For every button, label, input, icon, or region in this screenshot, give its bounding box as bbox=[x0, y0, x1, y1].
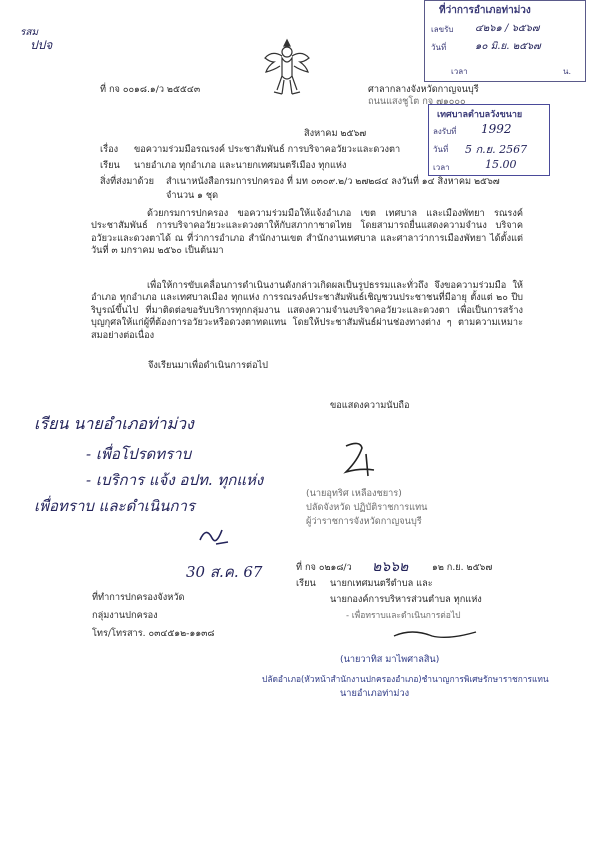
forward-doc-number-handwritten: ๒๖๖๒ bbox=[372, 559, 409, 575]
handwritten-note-2: - เพื่อโปรดทราบ bbox=[86, 445, 192, 463]
document-date: สิงหาคม ๒๕๖๗ bbox=[304, 128, 367, 139]
municipal-stamp-date-label: วันที่ bbox=[433, 145, 449, 154]
stamp-time-label: เวลา bbox=[451, 67, 468, 76]
forward-date: ๑๒ ก.ย. ๒๕๖๗ bbox=[432, 562, 493, 573]
signature-1 bbox=[340, 440, 380, 482]
municipal-stamp-title: เทศบาลตำบลวังขนาย bbox=[437, 110, 523, 120]
municipal-stamp-time: 15.00 bbox=[485, 158, 517, 171]
subject: ขอความร่วมมือรณรงค์ ประชาสัมพันธ์ การบริจาคอวัยวะและดวงตา bbox=[134, 144, 401, 155]
handwritten-note-4: เพื่อทราบ และดำเนินการ bbox=[34, 497, 195, 515]
handwritten-date: 30 ส.ค. 67 bbox=[186, 563, 263, 581]
document-number: ที่ กจ ๐๐๑๘.๑/ว ๒๕๕๔๓ bbox=[100, 84, 201, 95]
attachment-label: สิ่งที่ส่งมาด้วย bbox=[100, 176, 154, 187]
subject-label: เรื่อง bbox=[100, 144, 119, 155]
paragraph-1: ด้วยกรมการปกครอง ขอความร่วมมือให้แจ้งอำเภอ เขต เทศบาล และเมืองพัทยา รณรงค์ประชาสัมพันธ์ การบริจาคอวัยวะและดวงตาให้กับสภากาชาดไทย โดยสามารถยื่นแสดงความจำนง บริจาคอวัยวะและดวงตาได้ ณ ที่ว่าการอำเภอ สำนักงานเขต สำนักงานเทศบาล และศาลาว่าการเมืองพัทยา ได้ตั้งแต่วันที่ ๓ มกราคม ๒๕๖๐ เป็นต้นมา bbox=[91, 208, 523, 257]
municipal-stamp-time-label: เวลา bbox=[433, 163, 450, 172]
signer2-position1: ปลัดอำเภอ(หัวหน้าสำนักงานปกครองอำเภอ)ชำนาญการพิเศษรักษาราชการแทน bbox=[262, 674, 549, 684]
signer1-position1: ปลัดจังหวัด ปฏิบัติราชการแทน bbox=[306, 502, 428, 513]
handwritten-note-1: เรียน นายอำเภอท่าม่วง bbox=[34, 414, 194, 433]
forward-purpose: - เพื่อทราบและดำเนินการต่อไป bbox=[346, 611, 461, 621]
municipal-stamp-date: 5 ก.ย. 2567 bbox=[465, 143, 528, 156]
sender-address-line2: ถนนแสงชูโต กจ ๗๑๐๐๐ bbox=[368, 96, 466, 107]
corner-note bbox=[20, 26, 52, 52]
garuda-emblem-icon bbox=[262, 36, 312, 98]
stamp-receive-label: เลขรับ bbox=[431, 25, 454, 34]
municipal-stamp-receive-no: 1992 bbox=[481, 122, 512, 136]
stamp-time: น. bbox=[563, 67, 572, 76]
signer1-position2: ผู้ว่าราชการจังหวัดกาญจนบุรี bbox=[306, 516, 422, 527]
stamp-date: ๑๐ มิ.ย. ๒๕๖๗ bbox=[475, 41, 541, 52]
signature-2 bbox=[392, 624, 478, 644]
issuing-unit-line3: โทร/โทรสาร. ๐๓๔๕๑๒-๑๑๓๘ bbox=[92, 628, 215, 639]
handwritten-note-3: - เบริการ แจ้ง อปท. ทุกแห่ง bbox=[86, 471, 264, 489]
to-label: เรียน bbox=[100, 160, 120, 171]
forward-to-line1: นายกเทศมนตรีตำบล และ bbox=[330, 578, 433, 589]
signer1-name: (นายอุทริศ เหลืองชยาร) bbox=[306, 488, 402, 499]
sender-address-line1: ศาลากลางจังหวัดกาญจนบุรี bbox=[368, 84, 479, 95]
signer2-name: (นายวาทิส มาไพศาลสิน) bbox=[340, 654, 440, 665]
municipal-stamp-receive-label: ลงรับที่ bbox=[433, 127, 457, 136]
paragraph-2: เพื่อให้การขับเคลื่อนการดำเนินงานดังกล่าวเกิดผลเป็นรูปธรรมและทั่วถึง จึงขอความร่วมมือ ให้อำเภอ ทุกอำเภอ และเทศบาลเมือง ทุกแห่ง การรณรงค์ประชาสัมพันธ์เชิญชวนประชาชนที่มีอายุ ตั้งแต่ ๒๐ ปีบริบูรณ์ขึ้นไป ที่มาติดต่อขอรับบริการทุกกลุ่มงาน แสดงความจำนงบริจาคอวัยวะและดวงตา เพื่อเป็นการสร้างบุญกุศลให้แก่ผู้ที่ต้องการอวัยวะหรือดวงตาทดแทน โดยให้ประชาสัมพันธ์ผ่านช่องทางต่าง ๆ ตามความเหมาะสมอย่างต่อเนื่อง bbox=[91, 280, 523, 341]
corner-note-line2: ปปจ bbox=[30, 38, 53, 52]
stamp-title: ที่ว่าการอำเภอท่าม่วง bbox=[439, 5, 531, 16]
issuing-unit-line1: ที่ทำการปกครองจังหวัด bbox=[92, 592, 185, 603]
attachment-line2: จำนวน ๑ ชุด bbox=[166, 190, 219, 201]
forward-to-line2: นายกองค์การบริหารส่วนตำบล ทุกแห่ง bbox=[330, 594, 482, 605]
recipient: นายอำเภอ ทุกอำเภอ และนายกเทศมนตรีเมือง ทุกแห่ง bbox=[134, 160, 347, 171]
closing-line: จึงเรียนมาเพื่อดำเนินการต่อไป bbox=[148, 360, 268, 371]
handwritten-initial bbox=[196, 522, 232, 552]
forward-doc-number: ที่ กจ ๐๒๑๘/ว bbox=[296, 562, 352, 573]
stamp-date-label: วันที่ bbox=[431, 43, 447, 52]
receipt-stamp-district bbox=[424, 0, 586, 82]
issuing-unit-line2: กลุ่มงานปกครอง bbox=[92, 610, 158, 621]
attachment-line1: สำเนาหนังสือกรมการปกครอง ที่ มท ๐๓๐๙.๒/ว ๒๗๒๘๔ ลงวันที่ ๑๔ สิงหาคม ๒๕๖๗ bbox=[166, 176, 500, 187]
corner-note-line1: รสม bbox=[20, 27, 39, 38]
stamp-receive-no: ๔๒๖๑ / ๖๕๖๗ bbox=[475, 23, 540, 34]
forward-to-label: เรียน bbox=[296, 578, 316, 589]
regards: ขอแสดงความนับถือ bbox=[330, 400, 410, 411]
signer2-position2: นายอำเภอท่าม่วง bbox=[340, 688, 410, 699]
receipt-stamp-municipality bbox=[428, 104, 550, 176]
